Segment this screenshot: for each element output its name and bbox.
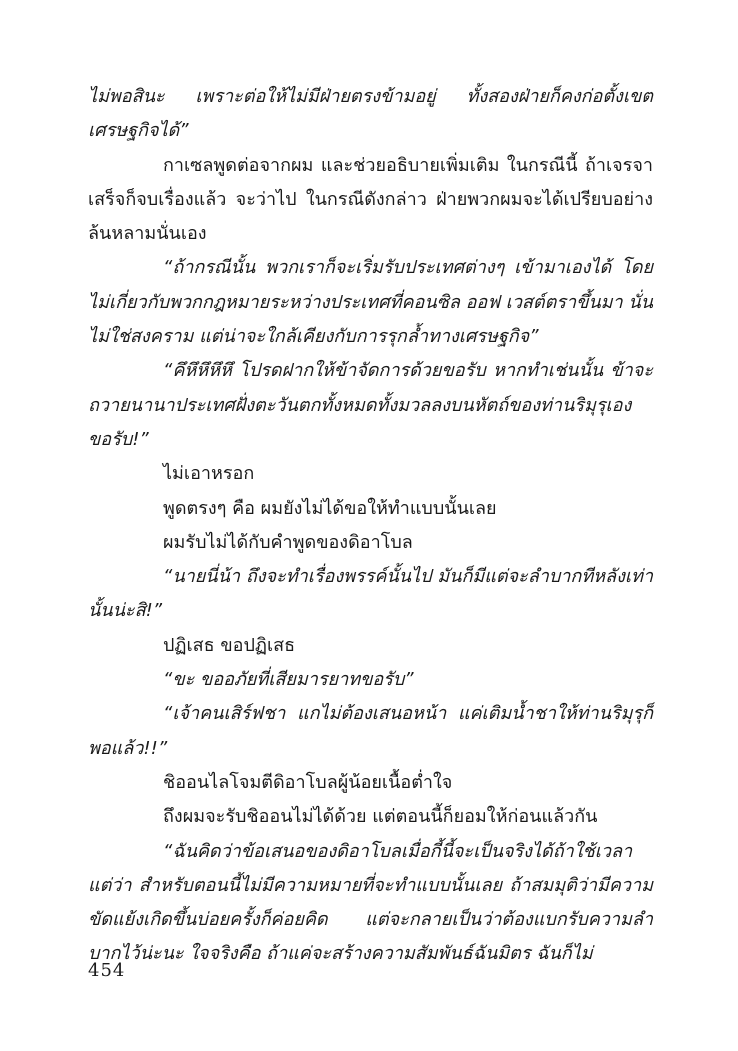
paragraph: ถึงผมจะรับชิออนไม่ได้ด้วย แต่ตอนนี้ก็ยอมให้ก่อนแล้วกัน	[163, 806, 598, 828]
paragraph: “เจ้าคนเสิร์ฟชา แกไม่ต้องเสนอหน้า แค่เติมน้ำชาให้ท่านริมุรุก็พอแล้ว!!”	[88, 703, 653, 759]
page-number: 454	[88, 960, 126, 981]
paragraph: ชิออนไลโจมตีดิอาโบลผู้น้อยเนื้อต่ำใจ	[163, 771, 453, 793]
paragraph: ปฏิเสธ ขอปฏิเสธ	[163, 634, 296, 656]
paragraph: พูดตรงๆ คือ ผมยังไม่ได้ขอให้ทำแบบนั้นเลย	[163, 497, 497, 519]
paragraph: “คึหึหึหึหึ โปรดฝากให้ข้าจัดการด้วยขอรับ หากทำเช่นนั้น ข้าจะถวายนานาประเทศฝั่งตะวันตกทั้งหมดทั้งมวลลงบนหัตถ์ของท่านริมุรุเองขอรับ!”	[88, 360, 653, 450]
paragraph: “นายนี่น้า ถึงจะทำเรื่องพรรค์นั้นไป มันก็มีแต่จะลำบากทีหลังเท่านั้นน่ะสิ!”	[88, 566, 653, 622]
paragraph: ผมรับไม่ได้กับคำพูดของดิอาโบล	[163, 531, 413, 553]
paragraph: กาเซลพูดต่อจากผม และช่วยอธิบายเพิ่มเติม ในกรณีนี้ ถ้าเจรจาเสร็จก็จบเรื่องแล้ว จะว่าไป ในกรณีดังกล่าว ฝ่ายพวกผมจะได้เปรียบอย่างล้นหลามนั่นเอง	[88, 154, 653, 245]
paragraph: ไม่เอาหรอก	[163, 463, 255, 485]
paragraph: “ถ้ากรณีนั้น พวกเราก็จะเริ่มรับประเทศต่างๆ เข้ามาเองได้ โดยไม่เกี่ยวกับพวกกฎหมายระหว่างประเทศที่คอนซิล ออฟ เวสต์ตราขึ้นมา นั่นไม่ใช่สงคราม แต่น่าจะใกล้เคียงกับการรุกล้ำทางเศรษฐกิจ”	[88, 257, 653, 348]
paragraph: ไม่พอสินะ เพราะต่อให้ไม่มีฝ่ายตรงข้ามอยู่ ทั้งสองฝ่ายก็คงก่อตั้งเขตเศรษฐกิจได้”	[88, 86, 653, 142]
paragraph: “ขะ ขออภัยที่เสียมารยาทขอรับ”	[163, 669, 414, 691]
body-text	[88, 80, 653, 972]
paragraph: “ฉันคิดว่าข้อเสนอของดิอาโบลเมื่อกี้นี้จะเป็นจริงได้ถ้าใช้เวลา แต่ว่า สำหรับตอนนี้ไม่มีความหมายที่จะทำแบบนั้นเลย ถ้าสมมุติว่ามีความขัดแย้งเกิดขึ้นบ่อยครั้งก็ค่อยคิด แต่จะกลายเป็นว่าต้องแบกรับความลำบากไว้น่ะนะ ใจจริงคือ ถ้าแค่จะสร้างความสัมพันธ์ฉันมิตร ฉันก็ไม่	[88, 840, 653, 965]
